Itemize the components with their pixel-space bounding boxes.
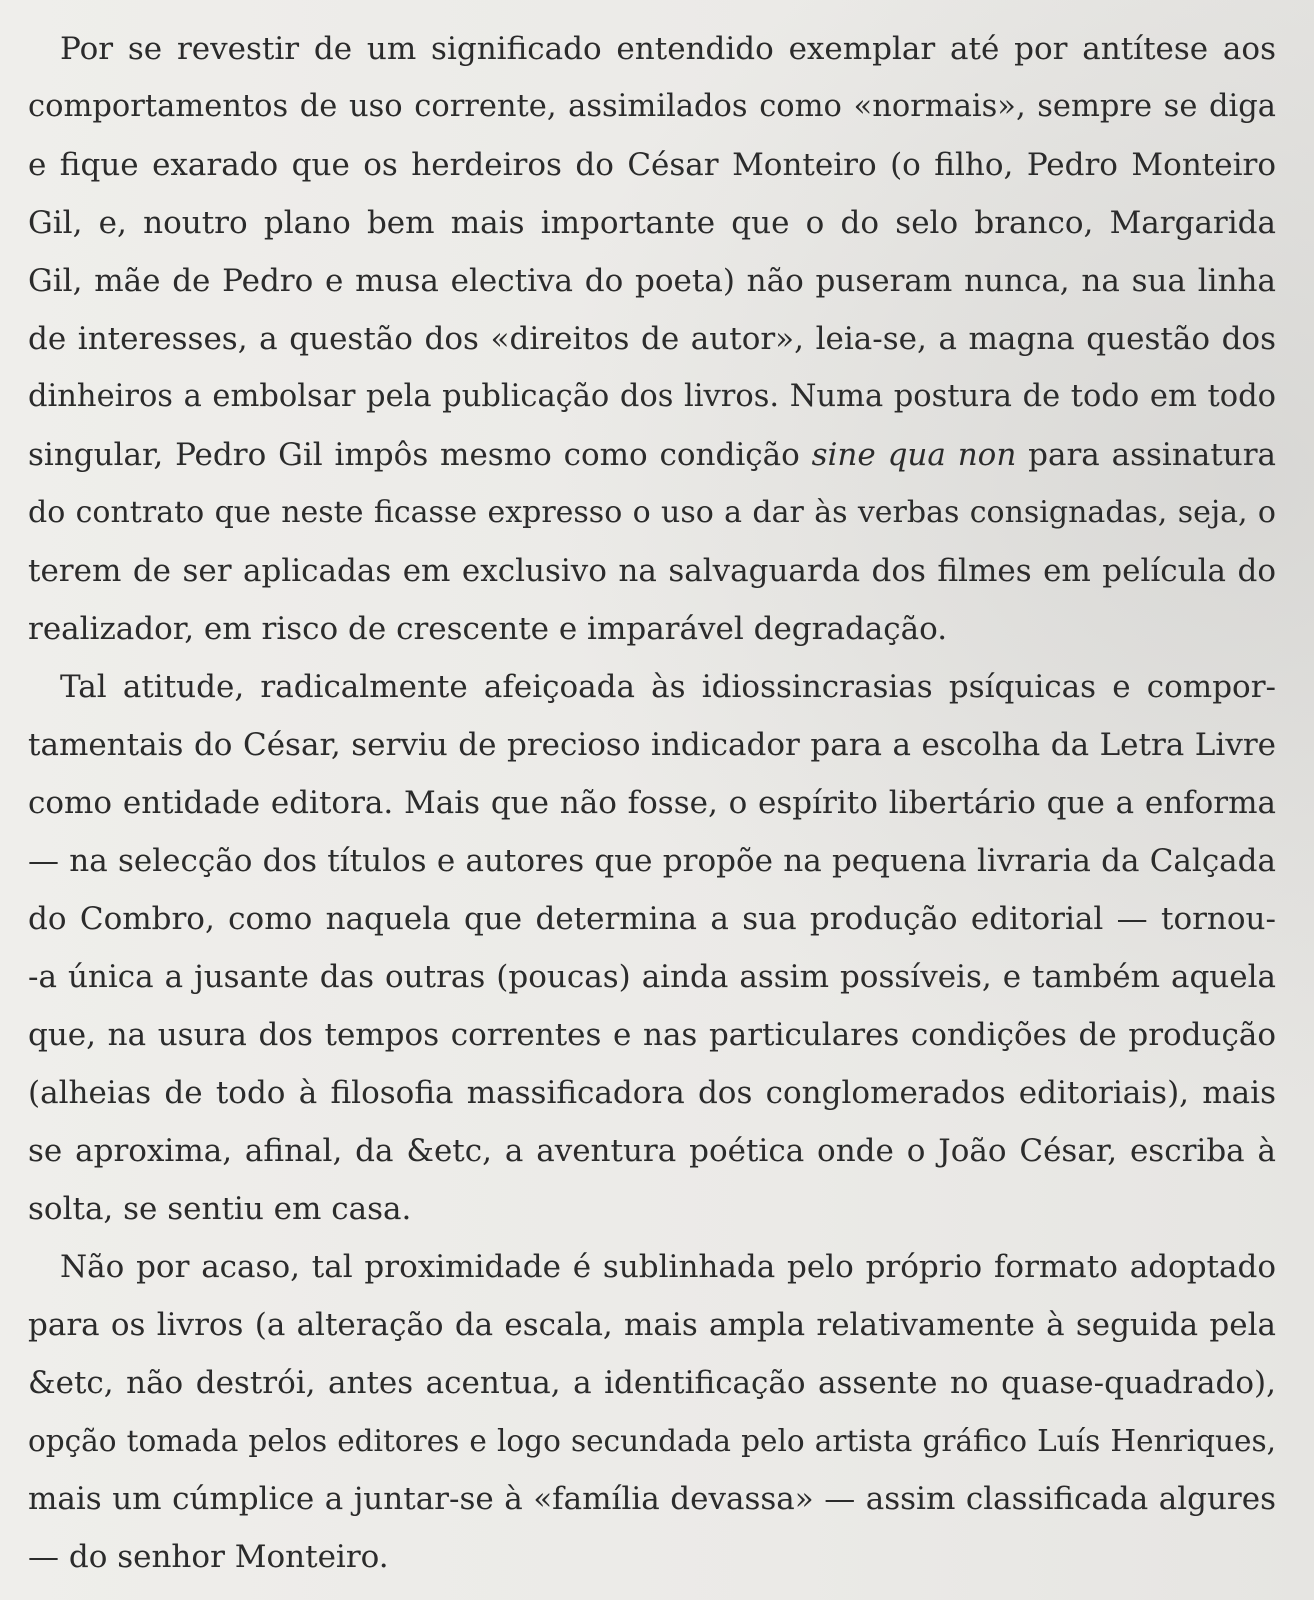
paragraph-3 — [28, 1238, 1276, 1586]
text-line: para os livros (a alteração da escala, mais ampla relativamente à seguida pela — [28, 1307, 1276, 1343]
text-line: Gil, e, noutro plano bem mais importante que o do selo branco, Margarida — [28, 205, 1276, 241]
text-line: opção tomada pelos editores e logo secundada pelo artista gráfico Luís Henriques, — [28, 1424, 1276, 1458]
text-line: comportamentos de uso corrente, assimilados como «normais», sempre se diga — [28, 89, 1276, 124]
text-line: Por se revestir de um significado entendido exemplar até por antítese aos — [60, 31, 1276, 67]
text-line: — na selecção dos títulos e autores que propõe na pequena livraria da Calçada — [28, 843, 1276, 879]
text-line: dinheiros a embolsar pela publicação dos livros. Numa postura de todo em todo — [28, 379, 1276, 414]
text-line: e fique exarado que os herdeiros do César Monteiro (o filho, Pedro Monteiro — [28, 147, 1276, 183]
text-line: mais um cúmplice a juntar-se à «família devassa» — assim classificada algures — [28, 1481, 1276, 1517]
text-line: &etc, não destrói, antes acentua, a identificação assente no quase-quadrado), — [28, 1365, 1276, 1401]
text-line: do contrato que neste ficasse expresso o uso a dar às verbas consignadas, seja, o — [28, 495, 1276, 530]
text-line-with-italic — [28, 426, 1276, 484]
paragraph-1 — [28, 20, 1276, 658]
text-line: Não por acaso, tal proximidade é sublinhada pelo próprio formato adoptado — [60, 1249, 1276, 1285]
text-line: Gil, mãe de Pedro e musa electiva do poeta) não puseram nunca, na sua linha — [28, 263, 1276, 299]
text-line: Tal atitude, radicalmente afeiçoada às idiossincrasias psíquicas e compor- — [60, 669, 1276, 705]
text-line: terem de ser aplicadas em exclusivo na salvaguarda dos filmes em película do — [28, 553, 1276, 589]
text-line: solta, se sentiu em casa. — [28, 1191, 412, 1227]
text-line: do Combro, como naquela que determina a sua produção editorial — tornou- — [28, 901, 1276, 937]
text-segment: singular, Pedro Gil impôs mesmo como condição — [28, 437, 812, 473]
text-line: de interesses, a questão dos «direitos de autor», leia-se, a magna questão dos — [28, 321, 1276, 357]
text-line: -a única a jusante das outras (poucas) ainda assim possíveis, e também aquela — [28, 959, 1276, 995]
text-line: (alheias de todo à filosofia massificadora dos conglomerados editoriais), mais — [28, 1075, 1276, 1111]
text-line: se aproxima, afinal, da &etc, a aventura poética onde o João César, escriba à — [28, 1133, 1276, 1169]
text-line: que, na usura dos tempos correntes e nas particulares condições de produção — [28, 1017, 1276, 1053]
text-line: tamentais do César, serviu de precioso indicador para a escolha da Letra Livre — [28, 727, 1276, 763]
paragraph-2 — [28, 658, 1276, 1238]
text-line: como entidade editora. Mais que não fosse, o espírito libertário que a enforma — [28, 785, 1276, 821]
text-segment: para assinatura — [1016, 437, 1276, 473]
italic-phrase: sine qua non — [811, 437, 1017, 473]
text-line: — do senhor Monteiro. — [28, 1539, 389, 1575]
text-line: realizador, em risco de crescente e imparável degradação. — [28, 611, 948, 647]
body-text — [28, 20, 1276, 1586]
